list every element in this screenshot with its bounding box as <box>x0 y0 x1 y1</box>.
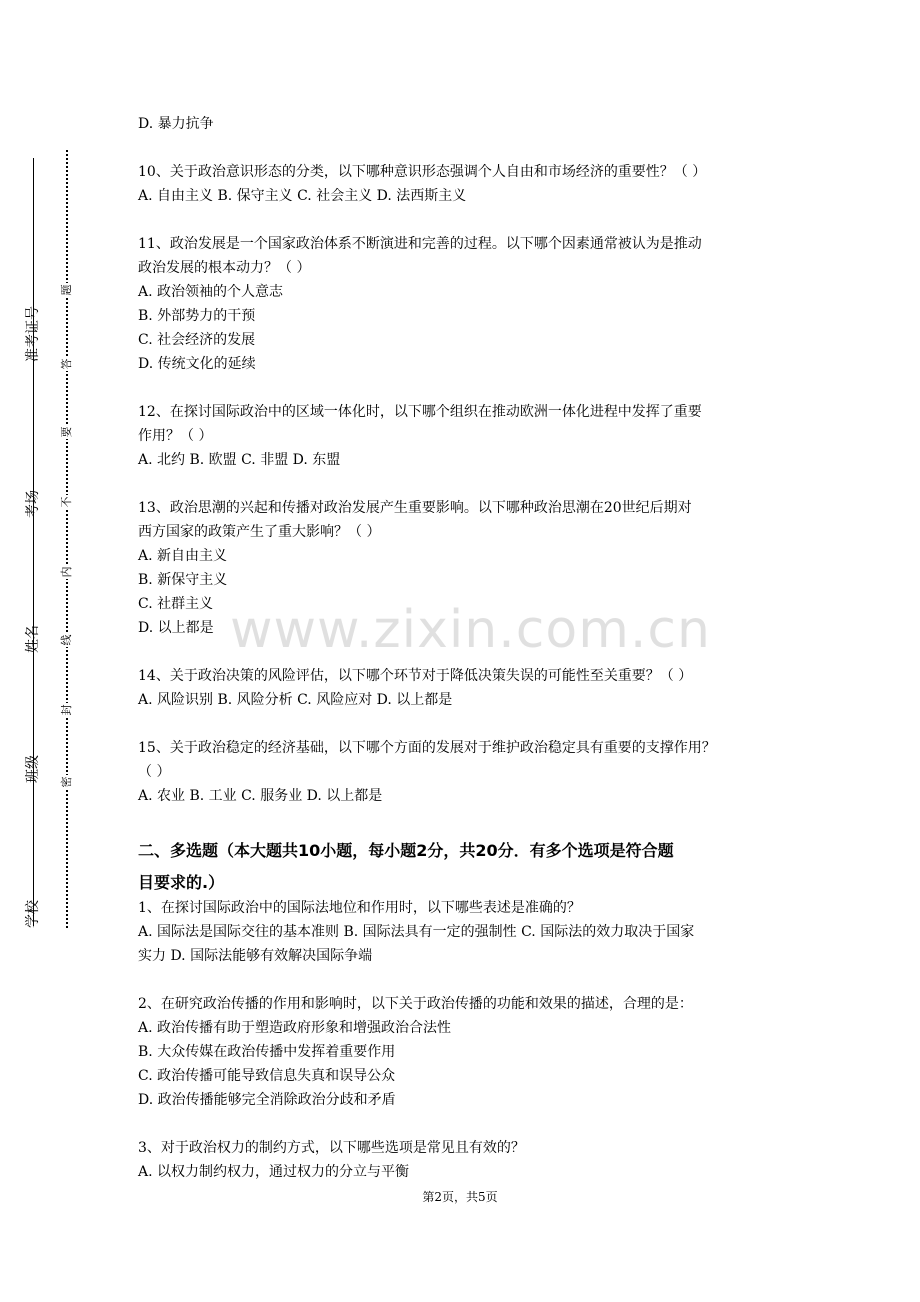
question-line: D. 以上都是 <box>138 620 214 636</box>
question-line: 实力 D. 国际法能够有效解决国际争端 <box>138 948 373 964</box>
question-line: 15、关于政治稳定的经济基础，以下哪个方面的发展对于维护政治稳定具有重要的支撑作用？ <box>138 740 716 756</box>
binding-margin <box>0 0 90 1302</box>
spacer <box>138 376 788 400</box>
seal-char: 要 <box>60 426 73 438</box>
question-line: 西方国家的政策产生了重大影响？（ ） <box>138 524 381 540</box>
question-line: 3、对于政治权力的制约方式，以下哪些选项是常见且有效的？ <box>138 1140 525 1156</box>
question-line: （ ） <box>138 764 171 780</box>
question-line: 12、在探讨国际政治中的区域一体化时，以下哪个组织在推动欧洲一体化进程中发挥了重要 <box>138 404 702 420</box>
question-line: C. 社会经济的发展 <box>138 332 256 348</box>
seal-char: 内 <box>60 566 73 578</box>
spacer <box>138 968 788 992</box>
margin-field-label: 姓名 <box>25 625 41 653</box>
question-line: A. 新自由主义 <box>138 548 228 564</box>
question-line: 1、在探讨国际政治中的国际法地位和作用时，以下哪些表述是准确的？ <box>138 900 581 916</box>
question-line: A. 农业 B. 工业 C. 服务业 D. 以上都是 <box>138 788 383 804</box>
spacer <box>138 136 788 160</box>
question-line: 作用？（ ） <box>138 428 213 444</box>
question-line: A. 北约 B. 欧盟 C. 非盟 D. 东盟 <box>138 452 341 468</box>
section-heading: 二、多选题（本大题共10小题，每小题2分，共20分．有多个选项是符合题 <box>138 841 674 860</box>
question-line: B. 外部势力的干预 <box>138 308 256 324</box>
spacer <box>138 472 788 496</box>
seal-char: 封 <box>60 704 73 716</box>
question-line: C. 社群主义 <box>138 596 214 612</box>
question-line: D. 暴力抗争 <box>138 116 214 132</box>
margin-field-label: 考场 <box>25 490 41 518</box>
question-line: B. 大众传媒在政治传播中发挥着重要作用 <box>138 1044 396 1060</box>
seal-char: 答 <box>60 358 73 370</box>
section-heading: 目要求的.） <box>138 873 225 892</box>
question-line: 政治发展的根本动力？（ ） <box>138 260 311 276</box>
seal-char: 密 <box>60 776 73 788</box>
seal-char: 线 <box>60 634 73 646</box>
question-line: 14、关于政治决策的风险评估，以下哪个环节对于降低决策失误的可能性至关重要？（ ） <box>138 668 693 684</box>
margin-field-label: 学校 <box>25 900 41 928</box>
question-line: B. 新保守主义 <box>138 572 228 588</box>
spacer <box>138 808 788 832</box>
question-line: D. 传统文化的延续 <box>138 356 256 372</box>
question-line: D. 政治传播能够完全消除政治分歧和矛盾 <box>138 1092 396 1108</box>
question-line: A. 政治传播有助于塑造政府形象和增强政治合法性 <box>138 1020 452 1036</box>
question-line: A. 风险识别 B. 风险分析 C. 风险应对 D. 以上都是 <box>138 692 453 708</box>
watermark: www.zixin.com.cn <box>230 600 711 660</box>
seal-char: 题 <box>60 284 73 296</box>
seal-char: 不 <box>60 496 73 508</box>
page-footer: 第2页，共5页 <box>422 1190 498 1204</box>
spacer <box>138 640 788 664</box>
question-line: 13、政治思潮的兴起和传播对政治发展产生重要影响。以下哪种政治思潮在20世纪后期对 <box>138 500 692 516</box>
margin-field-label: 班级 <box>25 755 41 783</box>
question-line: A. 自由主义 B. 保守主义 C. 社会主义 D. 法西斯主义 <box>138 188 467 204</box>
question-line: A. 国际法是国际交往的基本准则 B. 国际法具有一定的强制性 C. 国际法的效力取决于国家 <box>138 924 695 940</box>
spacer <box>138 208 788 232</box>
seal-dotted-line <box>66 150 68 928</box>
spacer <box>138 712 788 736</box>
question-list <box>138 112 788 1184</box>
question-line: C. 政治传播可能导致信息失真和误导公众 <box>138 1068 396 1084</box>
margin-field-label: 准考证号 <box>25 306 41 362</box>
question-line: 2、在研究政治传播的作用和影响时，以下关于政治传播的功能和效果的描述，合理的是： <box>138 996 693 1012</box>
question-line: A. 政治领袖的个人意志 <box>138 284 284 300</box>
question-line: 10、关于政治意识形态的分类，以下哪种意识形态强调个人自由和市场经济的重要性？（ ） <box>138 164 707 180</box>
spacer <box>138 1112 788 1136</box>
question-line: 11、政治发展是一个国家政治体系不断演进和完善的过程。以下哪个因素通常被认为是推动 <box>138 236 702 252</box>
fill-in-line <box>33 158 34 926</box>
question-line: A. 以权力制约权力，通过权力的分立与平衡 <box>138 1164 410 1180</box>
